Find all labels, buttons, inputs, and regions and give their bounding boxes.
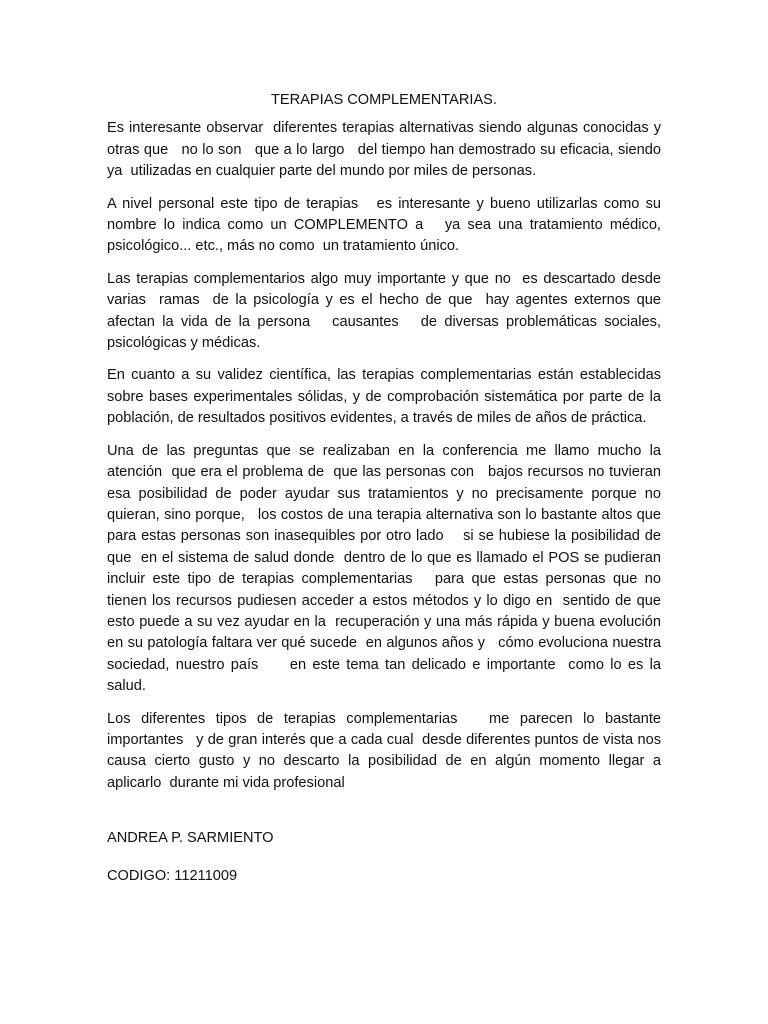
document-page — [107, 90, 666, 903]
paragraph-5: Una de las preguntas que se realizaban en la conferencia me llamo mucho la atención que era el problema de que las personas con bajos recursos no tuvieran esa posibilidad de poder ayudar sus tratamientos y no precisamente porque no quieran, sino porque, los costos de una terapia alternativa son lo bastante altos que para estas personas son inasequibles por otro lado si se hubiese la posibilidad de que en el sistema de salud donde dentro de lo que es llamado el POS se pudieran incluir este tipo de terapias complementarias para que estas personas que no tienen los recursos pudiesen acceder a estos métodos y lo digo en sentido de que esto puede a su vez ayudar en la recuperación y una más rápida y buena evolución en su patología faltara ver qué sucede en algunos años y cómo evoluciona nuestra sociedad, nuestro país en este tema tan delicado e importante como lo es la salud. — [107, 442, 666, 695]
author-name: ANDREA P. SARMIENTO — [107, 830, 274, 847]
signature-spacer — [107, 805, 661, 828]
paragraph-4: En cuanto a su validez científica, las terapias complementarias están establecidas sobre bases experimentales sólidas, y de comprobación sistemática por parte de la población, de resultados positivos evidentes, a través de miles de años de práctica. — [107, 367, 666, 427]
paragraph-2: A nivel personal este tipo de terapias es interesante y bueno utilizarlas como su nombre lo indica como un COMPLEMENTO a ya sea una tratamiento médico, psicológico... etc., más no como un tratamiento único. — [107, 195, 666, 255]
paragraph-6: Los diferentes tipos de terapias complementarias me parecen lo bastante importantes y de gran interés que a cada cual desde diferentes puntos de vista nos causa cierto gusto y no descarto la posibilidad de en algún momento llegar a aplicarlo durante mi vida profesional — [107, 710, 666, 791]
document-title: TERAPIAS COMPLEMENTARIAS. — [271, 92, 497, 108]
paragraph-1: Es interesante observar diferentes terapias alternativas siendo algunas conocidas y otras que no lo son que a lo largo del tiempo han demostrado su eficacia, siendo ya utilizadas en cualquier parte del mundo por miles de personas. — [107, 120, 666, 180]
student-code: CODIGO: 11211009 — [107, 867, 238, 884]
paragraph-3: Las terapias complementarios algo muy importante y que no es descartado desde varias ramas de la psicología y es el hecho de que hay agentes externos que afectan la vida de la persona causantes de diversas problemáticas sociales, psicológicas y médicas. — [107, 270, 666, 352]
